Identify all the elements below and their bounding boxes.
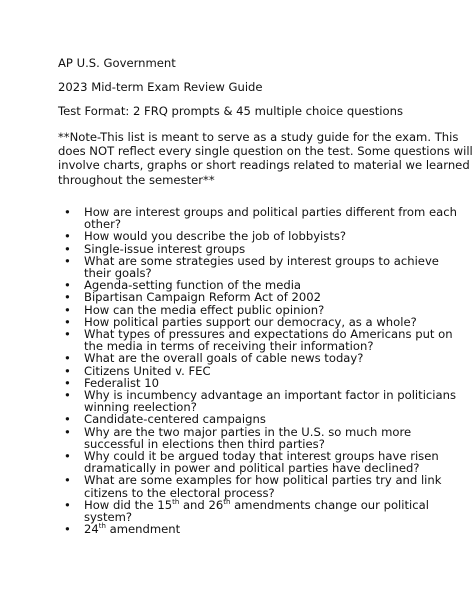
bullet-icon: • — [64, 473, 71, 488]
review-topic-list — [0, 206, 474, 535]
review-topic-item — [0, 352, 474, 364]
review-topic-text: What are some strategies used by interest groups to achieve their goals? — [84, 253, 439, 281]
review-topic-item — [0, 523, 474, 535]
review-topic-text: Why could it be argued today that interest groups have risen dramatically in power and political parties have declined? — [84, 449, 439, 476]
review-topic-text: How are interest groups and political parties different from each other? — [84, 205, 457, 232]
note-line: throughout the semester** — [58, 172, 215, 187]
review-topic-item — [0, 328, 474, 352]
review-topic-item — [0, 450, 474, 474]
bullet-icon: • — [64, 375, 71, 390]
review-topic-text: What are the overall goals of cable news today? — [84, 351, 364, 366]
bullet-icon: • — [64, 302, 71, 317]
review-topic-item — [0, 389, 474, 413]
bullet-icon: • — [64, 278, 71, 293]
review-topic-item — [0, 413, 474, 425]
review-topic-item — [0, 206, 474, 230]
bullet-icon: • — [64, 363, 71, 378]
review-topic-text: What are some examples for how political parties try and link citizens to the electoral process? — [84, 473, 442, 500]
note-line: does NOT reflect every single question on the test. Some questions will — [58, 144, 473, 159]
review-topic-item — [0, 474, 474, 498]
review-topic-text: How can the media effect public opinion? — [84, 302, 325, 317]
review-topic-text: 24th amendment — [84, 522, 181, 537]
review-topic-text: Federalist 10 — [84, 375, 159, 390]
bullet-icon: • — [64, 327, 71, 342]
review-topic-text: Citizens United v. FEC — [84, 363, 211, 378]
review-topic-text: Why is incumbency advantage an important factor in politicians winning reelection? — [84, 388, 457, 415]
bullet-icon: • — [64, 412, 71, 427]
review-topic-item — [0, 230, 474, 242]
bullet-icon: • — [64, 522, 71, 537]
review-topic-item — [0, 499, 474, 523]
bullet-icon: • — [64, 229, 71, 244]
bullet-icon: • — [64, 497, 71, 512]
review-topic-item — [0, 255, 474, 279]
note-line: **Note-This list is meant to serve as a study guide for the exam. This — [58, 130, 459, 144]
study-guide-note — [58, 130, 473, 187]
review-topic-item — [0, 291, 474, 303]
review-topic-text: How would you describe the job of lobbyists? — [84, 229, 347, 244]
review-topic-item — [0, 304, 474, 316]
guide-title: 2023 Mid-term Exam Review Guide — [58, 80, 263, 94]
bullet-icon: • — [64, 290, 71, 305]
bullet-icon: • — [64, 351, 71, 366]
review-topic-item — [0, 426, 474, 450]
bullet-icon: • — [64, 388, 71, 403]
review-topic-text: Candidate-centered campaigns — [84, 412, 266, 427]
bullet-icon: • — [64, 241, 71, 256]
course-title: AP U.S. Government — [58, 56, 176, 70]
review-topic-text: How political parties support our democracy, as a whole? — [84, 314, 417, 329]
bullet-icon: • — [64, 449, 71, 464]
review-topic-item — [0, 243, 474, 255]
review-topic-text: Single-issue interest groups — [84, 241, 246, 256]
test-format: Test Format: 2 FRQ prompts & 45 multiple choice questions — [58, 104, 403, 118]
review-topic-text: What types of pressures and expectations do Americans put on the media in terms of receiving their information? — [84, 327, 453, 354]
bullet-icon: • — [64, 314, 71, 329]
note-line: involve charts, graphs or short readings related to material we learned — [58, 158, 470, 173]
review-topic-text: How did the 15th and 26th amendments change our political system? — [84, 497, 429, 525]
bullet-icon: • — [64, 205, 71, 219]
review-topic-text: Why are the two major parties in the U.S. so much more successful in elections then third parties? — [84, 424, 412, 451]
review-topic-item — [0, 365, 474, 377]
bullet-icon: • — [64, 253, 71, 268]
review-topic-text: Agenda-setting function of the media — [84, 278, 302, 293]
bullet-icon: • — [64, 424, 71, 439]
review-topic-text: Bipartisan Campaign Reform Act of 2002 — [84, 290, 322, 305]
